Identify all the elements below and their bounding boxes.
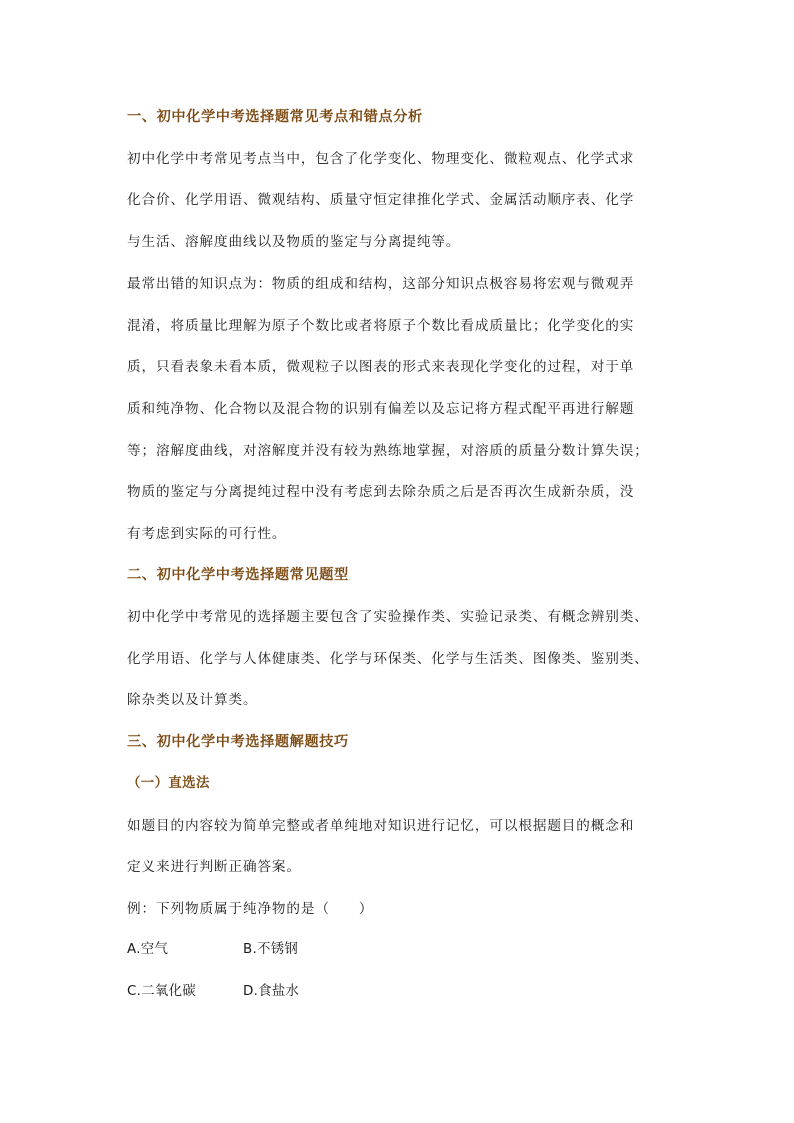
example-question: 例：下列物质属于纯净物的是（ ） xyxy=(127,901,374,917)
section-heading-2: 二、初中化学中考选择题常见题型 xyxy=(127,567,349,583)
option-d: D.食盐水 xyxy=(243,984,300,999)
paragraph-line: 除杂类以及计算类。 xyxy=(127,692,258,708)
option-c: C.二氧化碳 xyxy=(127,984,196,999)
paragraph-line: 如题目的内容较为简单完整或者单纯地对知识进行记忆，可以根据题目的概念和 xyxy=(127,818,635,834)
paragraph-line: 化合价、化学用语、微观结构、质量守恒定律推化学式、金属活动顺序表、化学 xyxy=(127,192,635,208)
paragraph-line: 初中化学中考常见的选择题主要包含了实验操作类、实验记录类、有概念辨别类、 xyxy=(127,609,649,625)
paragraph-line: 最常出错的知识点为：物质的组成和结构，这部分知识点极容易将宏观与微观弄 xyxy=(127,276,635,292)
section-heading-1: 一、初中化学中考选择题常见考点和错点分析 xyxy=(127,109,423,125)
section-heading-3: 三、初中化学中考选择题解题技巧 xyxy=(127,734,349,750)
paragraph-line: 定义来进行判断正确答案。 xyxy=(127,859,301,875)
paragraph-line: 物质的鉴定与分离提纯过程中没有考虑到去除杂质之后是否再次生成新杂质，没 xyxy=(127,484,635,500)
paragraph-line: 有考虑到实际的可行性。 xyxy=(127,526,287,542)
paragraph-line: 化学用语、化学与人体健康类、化学与环保类、化学与生活类、图像类、鉴别类、 xyxy=(127,651,649,667)
paragraph-line: 质和纯净物、化合物以及混合物的识别有偏差以及忘记将方程式配平再进行解题 xyxy=(127,401,635,417)
paragraph-line: 质，只看表象未看本质，微观粒子以图表的形式来表现化学变化的过程，对于单 xyxy=(127,359,635,375)
paragraph-line: 混淆，将质量比理解为原子个数比或者将原子个数比看成质量比；化学变化的实 xyxy=(127,318,635,334)
paragraph-line: 与生活、溶解度曲线以及物质的鉴定与分离提纯等。 xyxy=(127,234,461,250)
paragraph-line: 初中化学中考常见考点当中，包含了化学变化、物理变化、微粒观点、化学式求 xyxy=(127,151,635,167)
option-b: B.不锈钢 xyxy=(243,942,299,957)
option-a: A.空气 xyxy=(127,942,169,957)
paragraph-line: 等；溶解度曲线，对溶解度并没有较为熟练地掌握，对溶质的质量分数计算失误； xyxy=(127,443,649,459)
subsection-heading: （一）直选法 xyxy=(127,776,210,791)
